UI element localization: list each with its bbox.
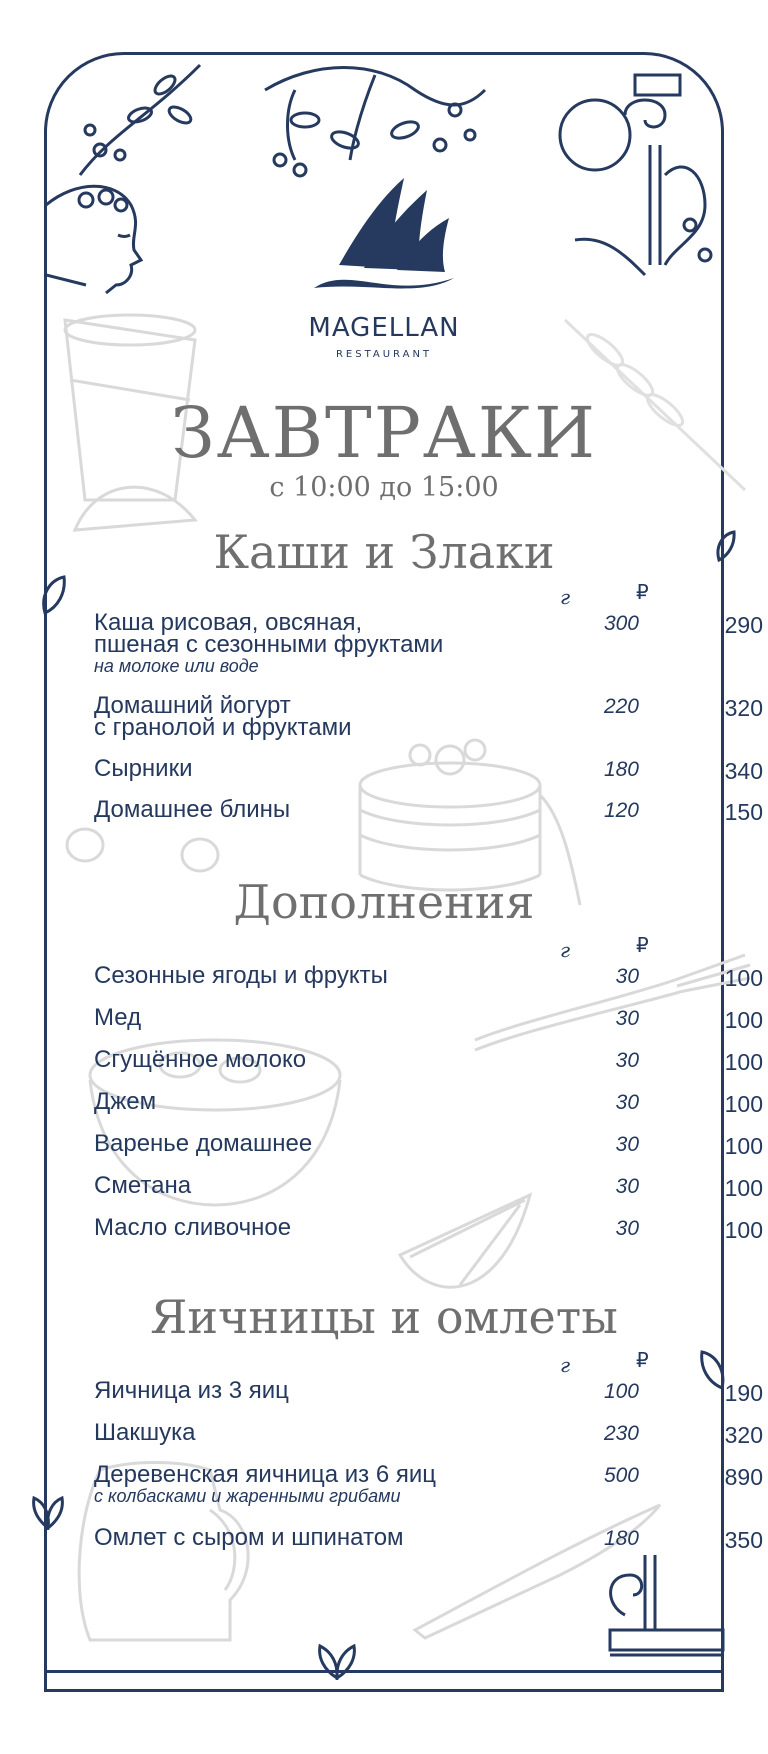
menu-item <box>94 692 763 741</box>
item-price: 100 <box>724 965 763 991</box>
item-weight: 30 <box>615 1007 639 1030</box>
menu-item <box>94 609 763 676</box>
menu-item <box>94 796 763 825</box>
sailboat-logo-icon <box>309 170 459 305</box>
item-name: Шакшука <box>94 1419 196 1446</box>
item-weight: 220 <box>603 695 639 718</box>
item-name: Деревенская яичница из 6 яиц <box>94 1461 436 1488</box>
menu-item <box>94 1004 763 1033</box>
weight-column-header: г <box>560 1353 571 1377</box>
section-title-eggs: Яичницы и омлеты <box>150 1290 618 1344</box>
item-name: Сгущённое молоко <box>94 1046 307 1073</box>
item-name: Яичница из 3 яиц <box>94 1377 289 1404</box>
item-name: Сезонные ягоды и фрукты <box>94 962 388 989</box>
item-name: Сырники <box>94 755 193 782</box>
item-weight: 230 <box>603 1422 639 1445</box>
item-price: 290 <box>724 612 763 638</box>
item-price: 100 <box>724 1007 763 1033</box>
column-bottom-right-icon <box>605 1555 725 1675</box>
leaf-ornament-bottom-icon <box>312 1640 362 1680</box>
weight-column-header: г <box>560 938 571 962</box>
section-title-porridge: Каши и Злаки <box>213 525 555 579</box>
item-price: 340 <box>724 758 763 784</box>
menu-item <box>94 1461 763 1506</box>
menu-item <box>94 1088 763 1117</box>
item-price: 100 <box>724 1049 763 1075</box>
item-weight: 30 <box>615 965 639 988</box>
item-name: Масло сливочное <box>94 1214 292 1241</box>
item-weight: 30 <box>615 1175 639 1198</box>
section-title-extras: Дополнения <box>233 875 535 929</box>
item-name: Варенье домашнее <box>94 1130 313 1157</box>
item-name: Мед <box>94 1004 142 1031</box>
price-column-header: ₽ <box>636 933 649 957</box>
brand-name: MAGELLAN <box>308 313 460 343</box>
item-weight: 500 <box>603 1464 639 1487</box>
column-top-right-icon <box>555 65 725 285</box>
price-column-header: ₽ <box>636 580 649 604</box>
item-weight: 30 <box>615 1133 639 1156</box>
menu-item <box>94 1524 763 1553</box>
item-note: на молоке или воде <box>94 656 259 676</box>
menu-item <box>94 755 763 784</box>
item-name: Джем <box>94 1088 157 1115</box>
item-weight: 120 <box>603 799 639 822</box>
item-weight: 180 <box>603 758 639 781</box>
item-weight: 30 <box>615 1091 639 1114</box>
item-note: с колбасками и жаренными грибами <box>94 1486 401 1506</box>
menu-item <box>94 1214 763 1243</box>
foliage-top-left-icon <box>60 55 210 185</box>
item-name: Сметана <box>94 1172 192 1199</box>
item-name: Омлет с сыром и шпинатом <box>94 1524 404 1551</box>
leaf-ornament-left-icon <box>40 575 68 615</box>
item-price: 190 <box>724 1380 763 1406</box>
item-price: 350 <box>724 1527 763 1553</box>
item-price: 100 <box>724 1091 763 1117</box>
item-weight: 30 <box>615 1049 639 1072</box>
greek-head-icon <box>46 175 146 295</box>
brand-subtitle: RESTAURANT <box>335 349 433 360</box>
menu-item <box>94 1377 763 1406</box>
leaf-ornament-left2-icon <box>28 1490 68 1530</box>
item-price: 100 <box>724 1217 763 1243</box>
item-price: 320 <box>724 695 763 721</box>
menu-item <box>94 1419 763 1448</box>
hours-text: с 10:00 до 15:00 <box>269 472 499 503</box>
weight-column-header: г <box>560 585 571 609</box>
menu-item <box>94 1130 763 1159</box>
item-weight: 100 <box>603 1380 639 1403</box>
price-column-header: ₽ <box>636 1348 649 1372</box>
bubbles-sketch-icon <box>60 820 230 880</box>
item-name: Домашнее блины <box>94 796 291 823</box>
menu-item <box>94 1046 763 1075</box>
item-price: 100 <box>724 1175 763 1201</box>
page-title: ЗАВТРАКИ <box>170 392 598 474</box>
item-price: 100 <box>724 1133 763 1159</box>
item-weight: 180 <box>603 1527 639 1550</box>
item-weight: 300 <box>603 612 639 635</box>
foliage-top-center-icon <box>255 50 495 190</box>
restaurant-logo <box>300 170 468 360</box>
item-weight: 30 <box>615 1217 639 1240</box>
menu-item <box>94 1172 763 1201</box>
item-price: 890 <box>724 1464 763 1490</box>
menu-item <box>94 962 763 991</box>
item-price: 150 <box>724 799 763 825</box>
item-price: 320 <box>724 1422 763 1448</box>
item-name: Каша рисовая, овсяная, пшеная с сезонными фруктами <box>94 609 444 658</box>
item-name: Домашний йогурт с гранолой и фруктами <box>94 692 352 741</box>
